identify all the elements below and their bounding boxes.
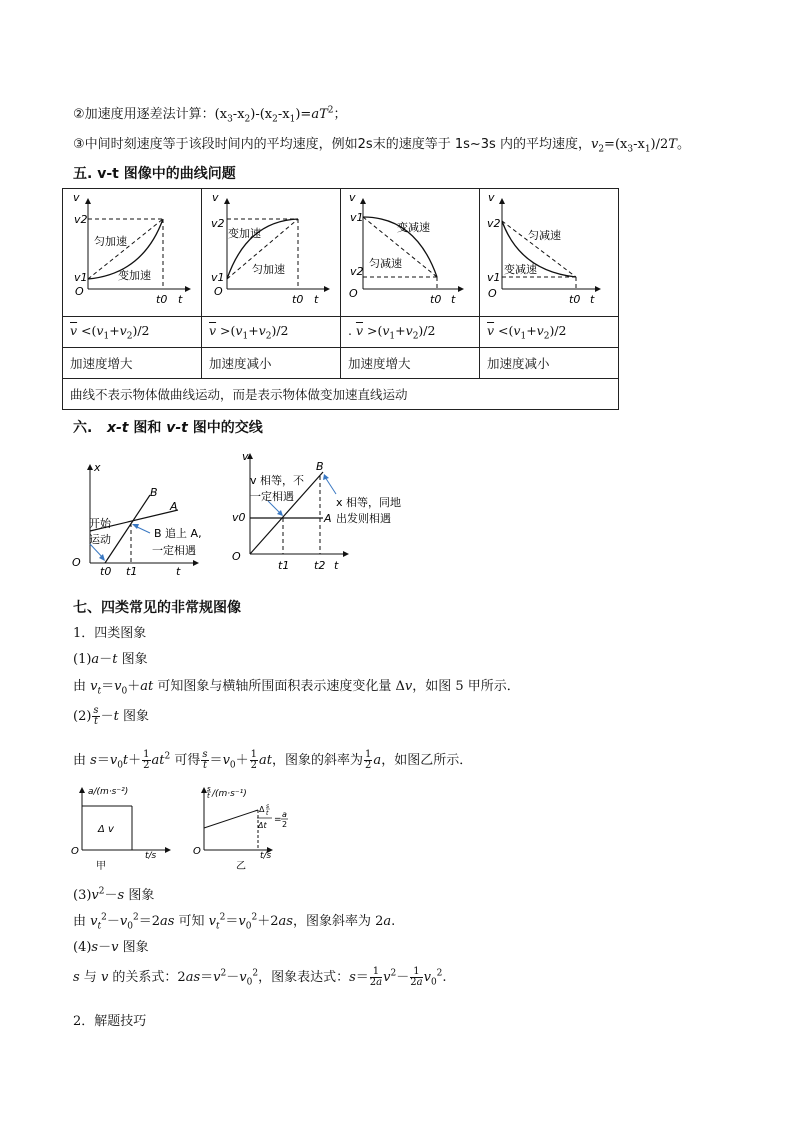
vt-graph-1 (63, 189, 201, 313)
sv-heading: (4)s－v 图象 (73, 940, 149, 955)
g3-y-top: v1 (350, 211, 364, 224)
svg-text:O: O (214, 285, 223, 298)
line-3-formula: $v_2=(x_3-x_1)/2T$。 (590, 137, 690, 155)
fig-yi-st-t (190, 784, 320, 872)
svg-text:t: t (334, 559, 339, 572)
graph-cell-3 (341, 189, 480, 317)
line-2-text: ②加速度用逐差法计算： (73, 107, 215, 122)
g4-label-top: 匀减速 (528, 229, 561, 242)
svg-text:v 相等，不: v 相等，不 (250, 474, 305, 487)
line-3-text: ③中间时刻速度等于该段时间内的平均速度，例如2s末的速度等于 1s~3s 内的平均速度， (73, 137, 591, 152)
svg-text:t0: t0 (156, 293, 168, 306)
compare-cell-1: $\overline{v} <(v_1+v_2)/2$ (63, 317, 202, 348)
svg-text:t/s: t/s (145, 851, 157, 861)
accel-cell-1: 加速度增大 (63, 348, 202, 379)
at-heading: (1)a－t 图象 (73, 652, 148, 667)
g4-y-bottom: v1 (487, 271, 501, 284)
svg-text:O: O (72, 556, 81, 569)
svg-text:t0: t0 (292, 293, 304, 306)
svg-text:B: B (150, 486, 158, 499)
v2s-heading: $(3)v^2-s$ 图象 (73, 886, 155, 903)
svg-text:甲: 甲 (96, 861, 106, 872)
v2s-description: 由 $v_t^2-v_0^2=2as$ 可知 $v_t^2=v_0^2+2as$，图象斜率为 2a. (73, 912, 396, 932)
section-5-title: 五. v-t 图像中的曲线问题 (73, 166, 236, 182)
compare-cell-2: $\overline{v} >(v_1+v_2)/2$ (202, 317, 341, 348)
svg-text:A: A (324, 512, 332, 525)
svg-text:t: t (314, 293, 319, 306)
svg-text:t1: t1 (126, 565, 138, 578)
svg-text:a/(m·s⁻²): a/(m·s⁻²) (88, 787, 129, 797)
svg-text:Δt: Δt (258, 821, 267, 830)
svg-text:t0: t0 (569, 293, 581, 306)
vt-graph-3 (341, 189, 479, 313)
line-2-formula: $(x_3-x_2)-(x_2-x_1)=aT^2$； (214, 105, 347, 125)
g2-label-top: 变加速 (228, 227, 261, 240)
svg-text:t2: t2 (314, 559, 326, 572)
svg-text:x: x (94, 461, 101, 474)
g2-y-bottom: v1 (211, 271, 225, 284)
g3-label-bottom: 匀减速 (369, 257, 402, 270)
accel-cell-4: 加速度减小 (480, 348, 619, 379)
g1-label-bottom: 变加速 (118, 269, 151, 282)
svg-text:t0: t0 (430, 293, 442, 306)
svg-text:a: a (282, 810, 287, 819)
svg-text:B: B (316, 460, 324, 473)
vt-graph-4 (480, 189, 618, 313)
svg-text:v: v (242, 450, 249, 463)
accel-cell-2: 加速度减小 (202, 348, 341, 379)
svg-text:B 追上 A,: B 追上 A, (154, 527, 202, 540)
svg-text:t1: t1 (278, 559, 290, 572)
graph-cell-4 (480, 189, 619, 317)
svg-text:v: v (73, 191, 80, 204)
svg-text:2: 2 (282, 820, 288, 829)
st-description: 由 $s=v_0t+$ $\frac{1}{2}$ $at^2$ 可得 $\frac{s}{t}$ $=v_0+$ $\frac{1}{2}$ at，图象的斜率为 $\frac{1}{2}$ a，如图乙所示． (73, 749, 473, 771)
svg-text:一定相遇: 一定相遇 (250, 490, 294, 503)
svg-text:Δ v: Δ v (98, 824, 114, 835)
svg-text:=: = (274, 815, 282, 825)
svg-text:t: t (266, 810, 269, 817)
svg-text:x 相等，同地: x 相等，同地 (336, 496, 402, 509)
svg-text:乙: 乙 (236, 861, 246, 872)
sv-description: s 与 v 的关系式：$2as=v^2-v_0^2$，图象表达式：s＝ $\frac{1}{2a}$ $v^2-$ $\frac{1}{2a}$ $v_0^2$. (73, 966, 447, 988)
accel-cell-3: 加速度增大 (341, 348, 480, 379)
svg-text:v: v (349, 191, 356, 204)
svg-text:O: O (488, 287, 497, 300)
g1-y-top: v2 (74, 213, 88, 226)
vt-graph-2 (202, 189, 340, 313)
vt-curve-table (62, 188, 619, 410)
svg-text:v0: v0 (232, 511, 246, 524)
compare-cell-3: . $\overline{v} >(v_1+v_2)/2$ (341, 317, 480, 348)
line-2 (73, 103, 346, 125)
graph-cell-1 (63, 189, 202, 317)
g3-y-bottom: v2 (350, 265, 364, 278)
section-7-title: 七、四类常见的非常规图像 (73, 600, 241, 616)
g2-y-top: v2 (211, 217, 225, 230)
svg-text:O: O (349, 287, 358, 300)
svg-text:t: t (178, 293, 183, 306)
svg-text:t: t (590, 293, 595, 306)
compare-cell-4: $\overline{v} <(v_1+v_2)/2$ (480, 317, 619, 348)
svg-text:t/s: t/s (260, 851, 272, 861)
svg-text:O: O (71, 846, 79, 857)
svg-text:O: O (193, 846, 201, 857)
svg-text:Δ: Δ (259, 805, 265, 814)
sub-heading-1: 1．四类图象 (73, 626, 147, 641)
at-description: 由 $v_t=v_0+at$ 可知图象与横轴所围面积表示速度变化量 Δv，如图 5 甲所示． (73, 679, 520, 697)
svg-text:/(m·s⁻¹): /(m·s⁻¹) (212, 789, 247, 799)
st-heading: (2) $\frac{s}{t}$ －t 图象 (73, 705, 149, 727)
vt-intersect-graph (228, 448, 428, 578)
section-6-title: 六. x-t 图和 v-t 图中的交线 (73, 420, 263, 436)
svg-text:v: v (212, 191, 219, 204)
g2-label-bottom: 匀加速 (252, 263, 285, 276)
sub-heading-2: 2．解题技巧 (73, 1014, 147, 1029)
svg-text:出发则相遇: 出发则相遇 (336, 512, 391, 525)
svg-text:v: v (488, 191, 495, 204)
xt-graph (68, 455, 218, 580)
svg-text:开始: 开始 (89, 517, 111, 530)
g1-y-bottom: v1 (74, 271, 88, 284)
svg-text:运动: 运动 (89, 533, 111, 546)
line-3 (73, 133, 690, 155)
svg-text:一定相遇: 一定相遇 (152, 544, 196, 557)
svg-text:t: t (207, 792, 210, 800)
svg-text:t: t (176, 565, 181, 578)
svg-text:t: t (451, 293, 456, 306)
g3-label-top: 变减速 (397, 221, 430, 234)
svg-text:O: O (232, 550, 241, 563)
svg-text:s: s (207, 785, 211, 793)
svg-text:s: s (266, 803, 270, 810)
graph-cell-2 (202, 189, 341, 317)
g4-label-bottom: 变减速 (504, 263, 537, 276)
g1-label-top: 匀加速 (94, 235, 127, 248)
svg-text:A: A (170, 500, 178, 513)
svg-text:O: O (75, 285, 84, 298)
curve-note: 曲线不表示物体做曲线运动，而是表示物体做变加速直线运动 (63, 379, 619, 410)
g4-y-top: v2 (487, 217, 501, 230)
svg-text:t0: t0 (100, 565, 112, 578)
